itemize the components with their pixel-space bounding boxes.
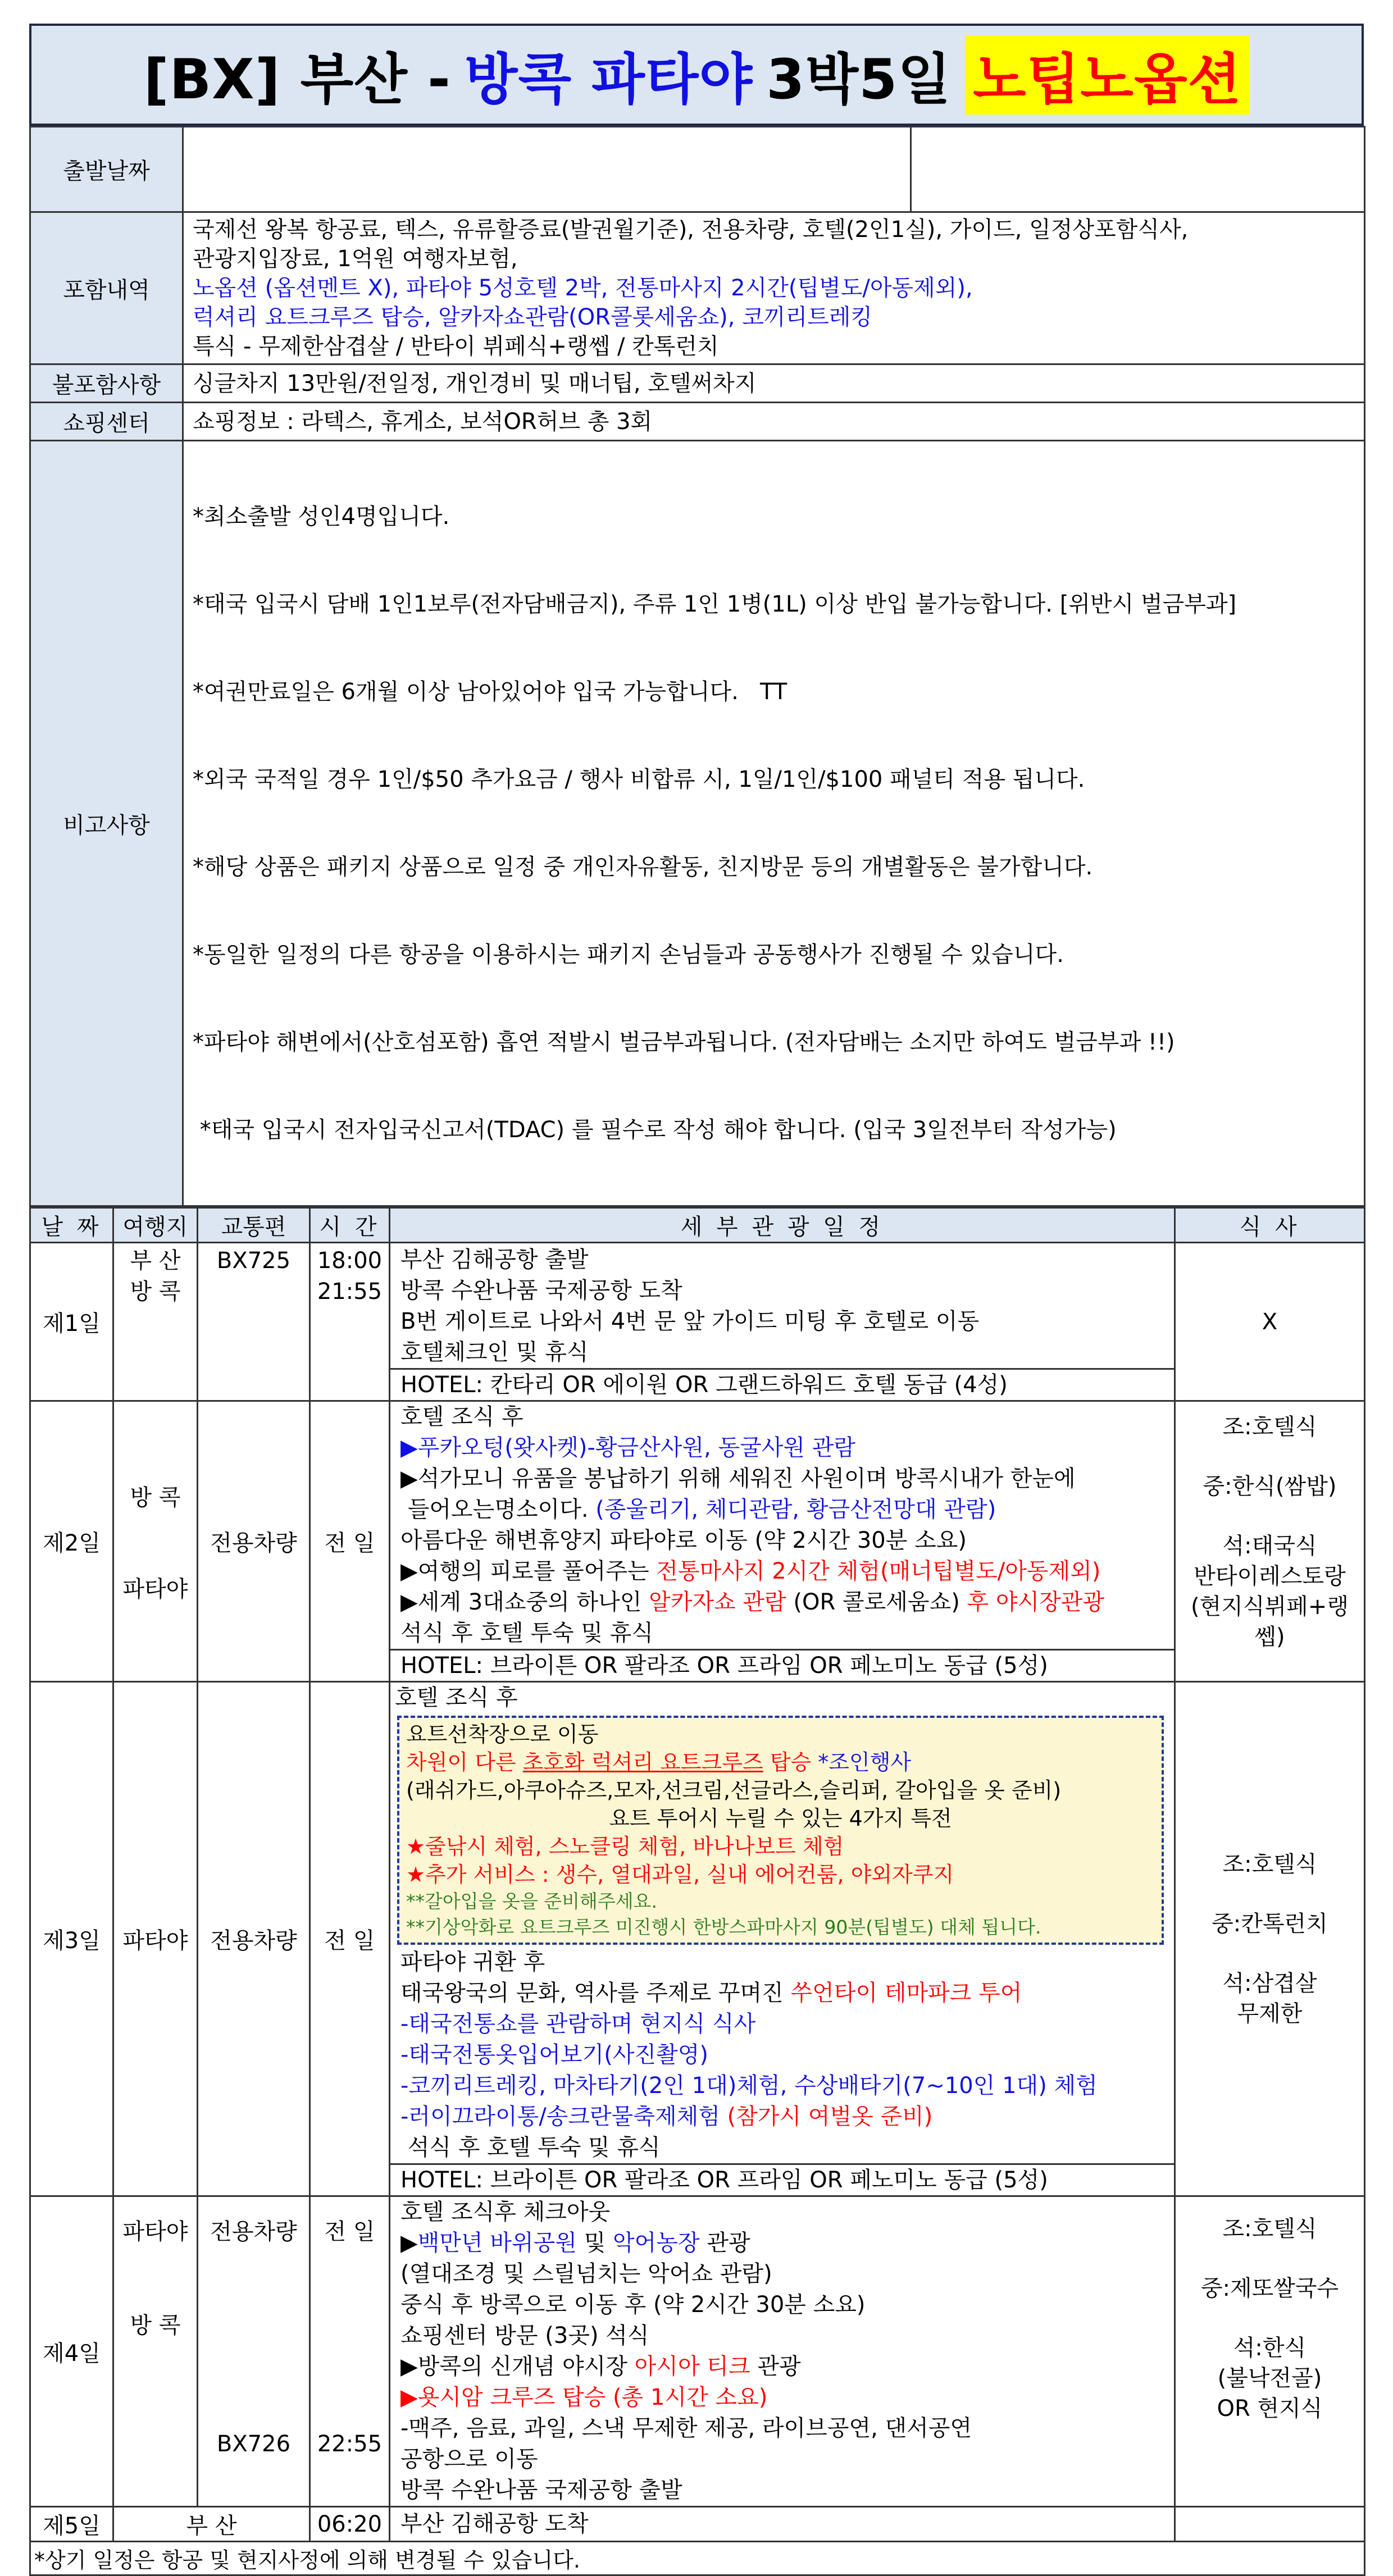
day2-label: 제2일	[30, 1401, 113, 1682]
notes-row	[30, 441, 1365, 1206]
footer-row	[30, 2542, 1365, 2575]
day4-time-cell	[310, 2196, 390, 2507]
day2-breakfast: 조:호텔식	[1222, 1414, 1317, 1440]
day2-line: 석식 후 호텔 투숙 및 휴식	[400, 1620, 653, 1646]
excludes-text: 싱글차지 13만원/전일정, 개인경비 및 매너팁, 호텔써차지	[183, 364, 1365, 403]
day4-place-2: 방 콕	[130, 2313, 181, 2338]
includes-line: 관광지입장료, 1억원 여행자보험,	[193, 246, 518, 272]
day2-lunch: 중:한식(쌈밥)	[1203, 1474, 1337, 1499]
title-duration: 3박5일	[766, 47, 952, 112]
day1-hotel: HOTEL: 칸타리 OR 에이원 OR 그랜드하워드 호텔 동급 (4성)	[390, 1368, 1174, 1400]
day2-dinner: 석:태국식	[1222, 1533, 1317, 1559]
day4-meals	[1175, 2196, 1365, 2507]
day4-line: (열대조경 및 스릴넘치는 악어쇼 관람)	[400, 2261, 772, 2287]
day2-line: 아름다운 해변휴양지 파타야로 이동 (약 2시간 30분 소요)	[400, 1528, 967, 1553]
departure-row	[30, 127, 1365, 212]
day2-line: ▶세계 3대쇼중의 하나인 알카자쇼 관람 (OR 콜로세움쇼) 후 야시장관광	[400, 1589, 1105, 1615]
day3-hotel: HOTEL: 브라이튼 OR 팔라조 OR 프라임 OR 페노미노 동급 (5성)	[390, 2163, 1174, 2195]
yacht-line: (래쉬가드,아쿠아슈즈,모자,선크림,선글라스,슬리퍼, 갈아입을 옷 준비)	[406, 1778, 1062, 1803]
page-title	[29, 24, 1364, 126]
day5-time: 06:20	[310, 2507, 390, 2542]
day1-row	[30, 1243, 1365, 1401]
day4-place-1: 파타야	[122, 2219, 188, 2245]
day4-line: 호텔 조식후 체크아웃	[400, 2199, 611, 2225]
day4-transport-cell	[198, 2196, 310, 2507]
shopping-text: 쇼핑정보 : 라텍스, 휴게소, 보석OR허브 총 3회	[183, 403, 1365, 441]
includes-line: 노옵션 (옵션멘트 X), 파타야 5성호텔 2박, 전통마사지 2시간(팁별도/아동제외),	[193, 275, 973, 301]
day3-line: -태국전통옷입어보기(사진촬영)	[400, 2042, 708, 2068]
day3-label: 제3일	[30, 1682, 113, 2196]
day4-detail	[390, 2196, 1175, 2507]
day2-line: ▶여행의 피로를 풀어주는 전통마사지 2시간 체험(매너팁별도/아동제외)	[400, 1558, 1101, 1584]
day1-flight: BX725	[198, 1243, 310, 1401]
day4-line: ▶방콕의 신개념 야시장 아시아 티크 관광	[400, 2354, 801, 2379]
day1-detail	[390, 1243, 1175, 1401]
day4-line: ▶욧시암 크루즈 탑승 (총 1시간 소요)	[400, 2384, 768, 2410]
note-line: *여권만료일은 6개월 이상 남아있어야 입국 가능합니다. TT	[193, 679, 787, 705]
day2-hotel: HOTEL: 브라이튼 OR 팔라조 OR 프라임 OR 페노미노 동급 (5성)	[390, 1649, 1174, 1681]
itinerary-document	[29, 24, 1364, 2576]
note-line: *동일한 일정의 다른 항공을 이용하시는 패키지 손님들과 공동행사가 진행될 수 있습니다.	[193, 942, 1064, 968]
day3-meals	[1175, 1682, 1365, 2196]
schedule-table	[29, 1207, 1365, 2576]
departure-date-field-2[interactable]	[911, 127, 1365, 212]
yacht-cruise-box	[397, 1716, 1164, 1945]
day4-row	[30, 2196, 1365, 2507]
day1-place-dest: 방 콕	[130, 1279, 181, 1305]
day4-flight: BX726	[216, 2431, 291, 2457]
day5-meal	[1175, 2507, 1365, 2542]
day4-dinner-detail: (불낙전골)	[1217, 2365, 1322, 2391]
day4-line: 쇼핑센터 방문 (3곳) 석식	[400, 2323, 649, 2349]
includes-line: 럭셔리 요트크루즈 탑승, 알카자쇼관람(OR콜롯세움쇼), 코끼리트레킹	[193, 304, 873, 330]
includes-label: 포함내역	[30, 212, 183, 364]
day1-times	[310, 1243, 390, 1401]
day4-line: 공항으로 이동	[400, 2446, 538, 2472]
day2-places	[113, 1401, 198, 1682]
day4-dinner-detail: OR 현지식	[1217, 2396, 1323, 2422]
day1-line: 부산 김해공항 출발	[400, 1247, 589, 1273]
day4-places	[113, 2196, 198, 2507]
day3-line: 태국왕국의 문화, 역사를 주제로 꾸며진 쑤언타이 테마파크 투어	[400, 1980, 1022, 2006]
day4-dinner: 석:한식	[1233, 2335, 1306, 2361]
header-transport: 교통편	[198, 1208, 310, 1243]
schedule-header	[30, 1208, 1365, 1243]
day4-line: -맥주, 음료, 과일, 스낵 무제한 제공, 라이브공연, 댄서공연	[400, 2415, 972, 2441]
note-line: *최소출발 성인4명입니다.	[193, 504, 450, 530]
day3-line: 석식 후 호텔 투숙 및 휴식	[400, 2135, 661, 2160]
yacht-line: 요트선착장으로 이동	[406, 1722, 599, 1747]
day3-breakfast: 조:호텔식	[1222, 1851, 1317, 1877]
day5-row	[30, 2507, 1365, 2542]
day3-row	[30, 1682, 1365, 2196]
day2-detail	[390, 1401, 1175, 1682]
day2-place-1: 방 콕	[130, 1484, 181, 1511]
header-detail: 세 부 관 광 일 정	[390, 1208, 1175, 1243]
yacht-line: 요트 투어시 누릴 수 있는 4가지 특전	[609, 1806, 952, 1831]
title-route: [BX] 부산 -	[143, 47, 451, 112]
day1-place-origin: 부 산	[130, 1248, 181, 1274]
day1-label: 제1일	[30, 1243, 113, 1401]
day3-transport: 전용차량	[198, 1682, 310, 2196]
yacht-note: **기상악화로 요트크루즈 미진행시 한방스파마사지 90분(팁별도) 대체 됩니다.	[406, 1916, 1041, 1938]
excludes-row	[30, 364, 1365, 403]
yacht-note: **갈아입을 옷을 준비해주세요.	[406, 1890, 658, 1912]
day3-place: 파타야	[113, 1682, 198, 2196]
day4-label: 제4일	[30, 2196, 113, 2507]
title-destination: 방콕 파타야	[464, 47, 753, 112]
day3-detail	[390, 1682, 1175, 2196]
notes-label: 비고사항	[30, 441, 183, 1206]
day2-line: 호텔 조식 후	[400, 1404, 523, 1430]
day1-time-arrive: 21:55	[317, 1279, 383, 1305]
day4-lunch: 중:제또쌀국수	[1200, 2276, 1339, 2301]
day2-row	[30, 1401, 1365, 1682]
info-table	[29, 126, 1365, 1207]
day1-line: 방콕 수완나품 국제공항 도착	[400, 1278, 682, 1303]
yacht-line: ★줄낚시 체험, 스노클링 체험, 바나나보트 체험	[406, 1834, 844, 1859]
excludes-label: 불포함사항	[30, 364, 183, 403]
header-time: 시 간	[310, 1208, 390, 1243]
day3-line: 호텔 조식 후	[395, 1685, 518, 1711]
day5-label: 제5일	[30, 2507, 113, 2542]
includes-line: 특식 - 무제한삼겹살 / 반타이 뷔페식+랭쎕 / 칸톡런치	[193, 334, 719, 359]
day1-line: 호텔체크인 및 휴식	[400, 1339, 589, 1365]
footer-note: *상기 일정은 항공 및 현지사정에 의해 변경될 수 있습니다.	[30, 2542, 1365, 2575]
departure-date-field[interactable]	[183, 127, 911, 212]
header-date: 날 짜	[30, 1208, 113, 1243]
day1-meal: X	[1175, 1243, 1365, 1401]
departure-label: 출발날짜	[30, 127, 183, 212]
day3-dinner: 석:삼겹살	[1222, 1970, 1317, 1996]
day3-time: 전 일	[310, 1682, 390, 2196]
day2-transport: 전용차량	[198, 1401, 310, 1682]
day4-time-depart: 22:55	[317, 2431, 383, 2457]
yacht-line: 차원이 다른 초호화 럭셔리 요트크루즈 탑승 *조인행사	[406, 1750, 912, 1775]
note-line: *해당 상품은 패키지 상품으로 일정 중 개인자유활동, 친지방문 등의 개별활동은 불가합니다.	[193, 854, 1093, 880]
day4-transport: 전용차량	[210, 2219, 297, 2245]
note-line: *태국 입국시 전자입국신고서(TDAC) 를 필수로 작성 해야 합니다. (입국 3일전부터 작성가능)	[193, 1117, 1117, 1143]
day2-place-2: 파타야	[122, 1576, 188, 1602]
day3-line: -태국전통쇼를 관람하며 현지식 식사	[400, 2011, 756, 2037]
day2-line: ▶푸카오텅(왓사켓)-황금산사원, 동굴사원 관람	[400, 1435, 856, 1461]
day4-line: 방콕 수완나품 국제공항 출발	[400, 2477, 682, 2503]
day5-detail: 부산 김해공항 도착	[390, 2507, 1175, 2542]
header-place: 여행지	[113, 1208, 198, 1243]
note-line: *파타야 해변에서(산호섬포함) 흡연 적발시 벌금부과됩니다. (전자담배는 소지만 하여도 벌금부과 !!)	[193, 1029, 1175, 1055]
title-highlight: 노팁노옵션	[965, 35, 1249, 115]
day1-line: B번 게이트로 나와서 4번 문 앞 가이드 미팅 후 호텔로 이동	[400, 1308, 980, 1334]
day2-dinner-detail: 반타이레스토랑	[1194, 1563, 1346, 1589]
shopping-label: 쇼핑센터	[30, 403, 183, 441]
day2-time: 전 일	[310, 1401, 390, 1682]
day2-dinner-detail: 쎕)	[1254, 1624, 1285, 1650]
day5-place: 부 산	[113, 2507, 310, 2542]
day3-line: 파타야 귀환 후	[400, 1949, 545, 1975]
day2-dinner-detail: (현지식뷔페+랭	[1191, 1594, 1349, 1620]
day4-line: ▶백만년 바위공원 및 악어농장 관광	[400, 2230, 750, 2256]
day4-time: 전 일	[324, 2219, 375, 2245]
yacht-line: ★추가 서비스 : 생수, 열대과일, 실내 에어컨룸, 야외자쿠지	[406, 1862, 954, 1887]
day2-line: ▶석가모니 유품을 봉납하기 위해 세워진 사원이며 방콕시내가 한눈에	[400, 1466, 1076, 1492]
day3-line: -코끼리트레킹, 마차타기(2인 1대)체험, 수상배타기(7~10인 1대) 체험	[400, 2073, 1098, 2099]
header-meal: 식 사	[1175, 1208, 1365, 1243]
includes-content	[183, 212, 1365, 364]
notes-content	[183, 441, 1365, 1206]
day2-line: 들어오는명소이다. (종울리기, 체디관람, 황금산전망대 관람)	[407, 1497, 996, 1522]
day4-breakfast: 조:호텔식	[1222, 2216, 1317, 2242]
includes-row	[30, 212, 1365, 364]
note-line: *태국 입국시 담배 1인1보루(전자담배금지), 주류 1인 1병(1L) 이상 반입 불가능합니다. [위반시 벌금부과]	[193, 591, 1237, 617]
note-line: *외국 국적일 경우 1인/$50 추가요금 / 행사 비합류 시, 1일/1인/$100 패널티 적용 됩니다.	[193, 767, 1085, 792]
day2-meals	[1175, 1401, 1365, 1682]
day4-line: 중식 후 방콕으로 이동 후 (약 2시간 30분 소요)	[400, 2292, 866, 2318]
day1-time-depart: 18:00	[317, 1248, 383, 1274]
day1-places	[113, 1243, 198, 1401]
includes-line: 국제선 왕복 항공료, 텍스, 유류할증료(발권월기준), 전용차량, 호텔(2인1실), 가이드, 일정상포함식사,	[193, 217, 1189, 243]
shopping-row	[30, 403, 1365, 441]
day3-dinner-detail: 무제한	[1237, 2000, 1303, 2027]
day3-line: -러이끄라이통/송크란물축제체험 (참가시 여벌옷 준비)	[400, 2104, 933, 2130]
day3-lunch: 중:칸톡런치	[1212, 1911, 1328, 1937]
